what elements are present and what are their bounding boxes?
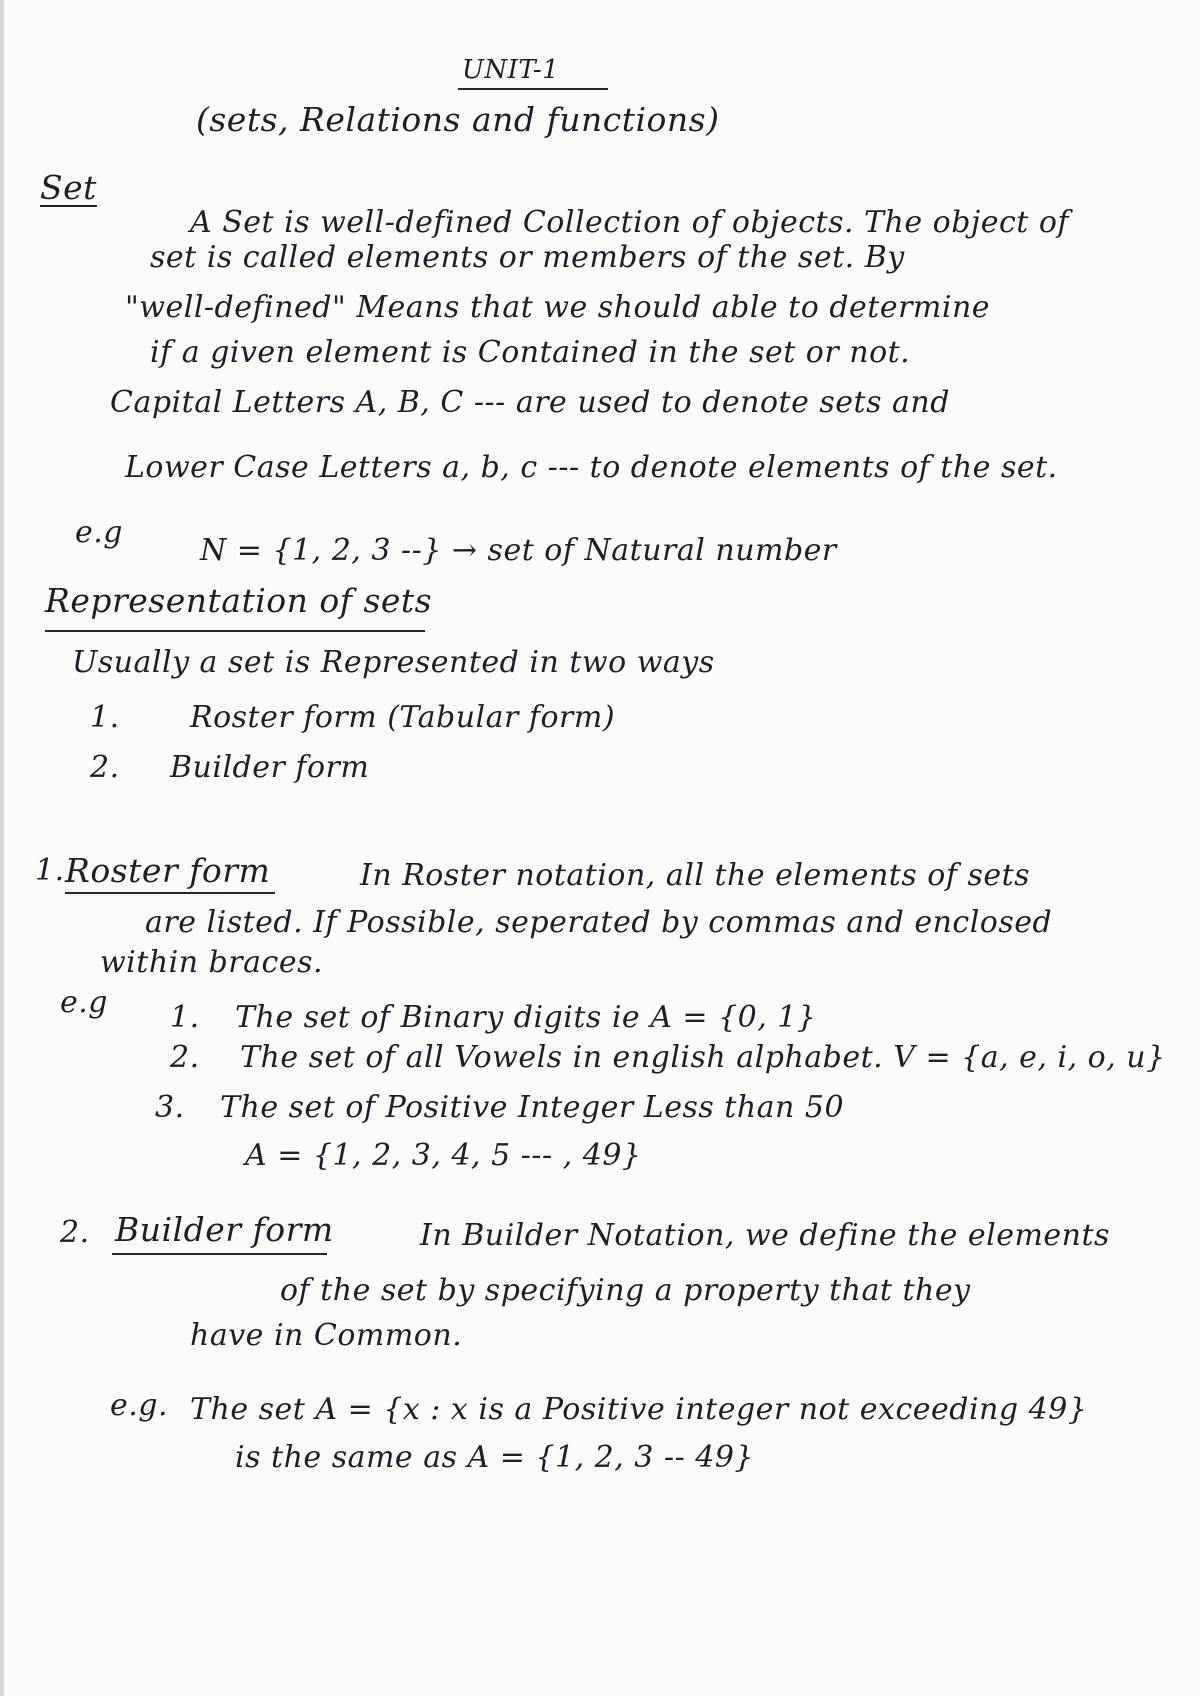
builder-underline — [112, 1253, 327, 1255]
roster-heading: Roster form — [65, 851, 271, 890]
representation-item-1-num: 1. — [90, 700, 120, 735]
roster-example-2-num: 2. — [170, 1040, 200, 1075]
set-heading: Set — [40, 168, 97, 207]
roster-example-1-num: 1. — [170, 1000, 200, 1035]
builder-example-label: e.g. — [110, 1388, 169, 1423]
roster-example-3-num: 3. — [155, 1090, 185, 1125]
roster-line-1: In Roster notation, all the elements of sets — [360, 858, 1031, 893]
roster-example-3: The set of Positive Integer Less than 50 — [220, 1090, 845, 1125]
builder-example-line-2: is the same as A = {1, 2, 3 -- 49} — [235, 1440, 755, 1475]
builder-line-1: In Builder Notation, we define the elements — [420, 1218, 1110, 1253]
roster-example-label: e.g — [60, 985, 108, 1020]
roster-num: 1. — [35, 853, 65, 888]
roster-example-3-value: A = {1, 2, 3, 4, 5 --- , 49} — [245, 1138, 642, 1173]
representation-item-2-num: 2. — [90, 750, 120, 785]
roster-line-2: are listed. If Possible, seperated by commas and enclosed — [145, 905, 1053, 940]
set-line-6: Lower Case Letters a, b, c --- to denote elements of the set. — [125, 450, 1058, 485]
unit-title: UNIT-1 — [462, 55, 560, 85]
builder-num: 2. — [60, 1215, 90, 1250]
set-line-5: Capital Letters A, B, C --- are used to denote sets and — [110, 385, 950, 420]
builder-line-3: have in Common. — [190, 1318, 463, 1353]
roster-example-2: The set of all Vowels in english alphabet. V = {a, e, i, o, u} — [240, 1040, 1166, 1075]
roster-example-1: The set of Binary digits ie A = {0, 1} — [235, 1000, 817, 1035]
roster-line-3: within braces. — [100, 945, 324, 980]
roster-underline — [65, 892, 275, 894]
representation-intro: Usually a set is Represented in two ways — [72, 645, 715, 680]
set-line-3: "well-defined" Means that we should able to determine — [125, 290, 991, 325]
builder-heading: Builder form — [115, 1210, 334, 1249]
set-example-label: e.g — [75, 515, 123, 550]
builder-example-line-1: The set A = {x : x is a Positive integer not exceeding 49} — [190, 1392, 1088, 1427]
unit-title-underline — [458, 88, 608, 90]
set-line-4: if a given element is Contained in the set or not. — [150, 335, 911, 370]
set-line-1: A Set is well-defined Collection of objects. The object of — [190, 205, 1070, 240]
set-line-2: set is called elements or members of the set. By — [150, 240, 905, 275]
builder-line-2: of the set by specifying a property that they — [280, 1273, 971, 1308]
representation-heading: Representation of sets — [45, 581, 433, 620]
representation-item-1: Roster form (Tabular form) — [190, 700, 616, 735]
page-subtitle: (sets, Relations and functions) — [196, 100, 720, 139]
page-edge — [0, 0, 4, 1696]
set-example: N = {1, 2, 3 --} → set of Natural number — [200, 533, 837, 568]
representation-underline — [45, 630, 425, 632]
representation-item-2: Builder form — [170, 750, 370, 785]
